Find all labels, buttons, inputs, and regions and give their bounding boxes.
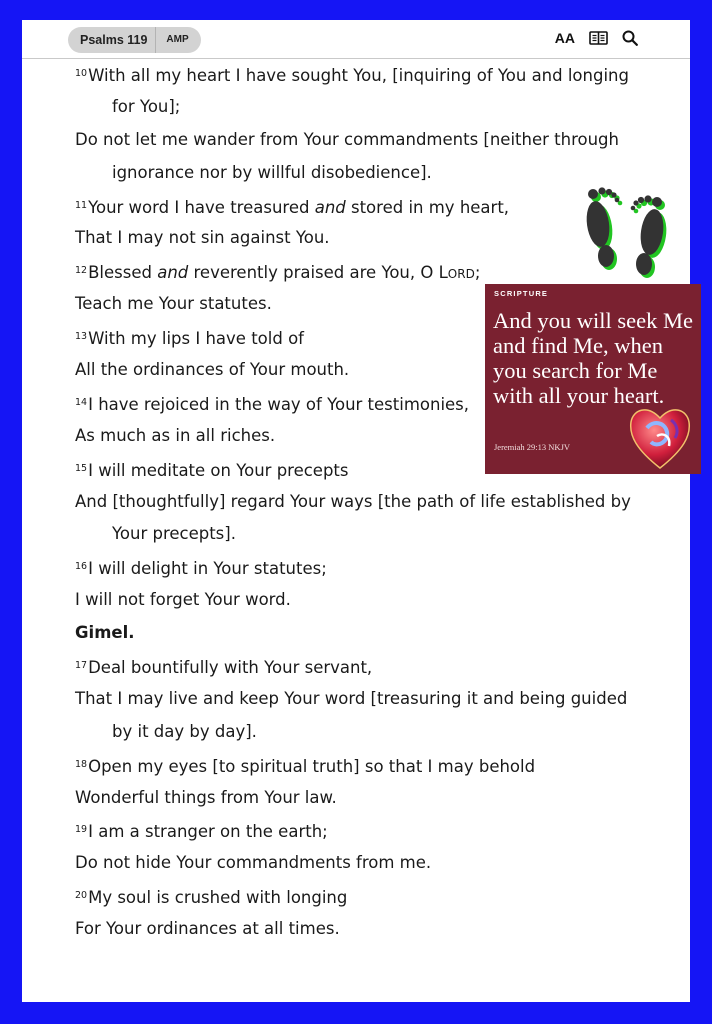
verse-line-text: Wonderful things from Your law.: [75, 787, 337, 807]
verse-line-text: All the ordinances of Your mouth.: [75, 360, 350, 380]
passage-selector[interactable]: [68, 27, 201, 53]
verse-line-text: Do not hide Your commandments from me.: [75, 853, 432, 873]
verse-number: 17: [75, 660, 88, 672]
verse-line-text: Teach me Your statutes.: [75, 294, 272, 314]
verse-line[interactable]: [75, 814, 635, 847]
verse-line[interactable]: [75, 124, 635, 157]
verse-number: 19: [75, 824, 88, 836]
book-chapter-button[interactable]: Psalms 119: [80, 33, 148, 47]
reader-page: [22, 20, 693, 1002]
verse-line[interactable]: [75, 880, 635, 913]
card-quote: And you will seek Me and find Me, when you search for Me with all your heart.: [493, 308, 693, 408]
verse-line[interactable]: [75, 584, 635, 617]
verse-line[interactable]: [75, 58, 635, 91]
verse-line-text: That I may live and keep Your word [treasuring it and being guided: [75, 688, 628, 708]
verse-line[interactable]: [75, 683, 635, 716]
verse-line[interactable]: [75, 847, 635, 880]
verse-text: [75, 58, 635, 946]
verse-number: 10: [75, 68, 88, 79]
verse-line-text: That I may not sin against You.: [75, 228, 330, 248]
verse-line-text: Your precepts].: [112, 524, 236, 544]
verse-line-text: With all my heart I have sought You, [inquiring of You and longing: [88, 66, 629, 85]
card-label: SCRIPTURE: [494, 289, 549, 298]
verse-line[interactable]: [75, 650, 635, 683]
verse-line-text: And [thoughtfully] regard Your ways [the path of life established by: [75, 491, 631, 511]
verse-line-text: I will delight in Your statutes;: [88, 559, 327, 579]
verse-line[interactable]: [75, 913, 635, 946]
verse-line[interactable]: [75, 716, 635, 749]
verse-line[interactable]: [75, 551, 635, 584]
verse-line-text: Blessed and reverently praised are You, O LORD;: [88, 263, 481, 283]
verse-number: 14: [75, 396, 88, 408]
verse-line[interactable]: [75, 486, 635, 519]
verse-line[interactable]: [75, 782, 635, 815]
section-heading[interactable]: [75, 617, 635, 650]
verse-line-text: I will meditate on Your precepts: [88, 460, 349, 480]
verse-line-text: Do not let me wander from Your commandments [neither through: [75, 129, 619, 149]
font-settings-button[interactable]: AA: [554, 30, 575, 46]
verse-line-text: Your word I have treasured and stored in my heart,: [88, 197, 510, 217]
top-toolbar: [22, 20, 690, 59]
verse-line-text: ignorance nor by willful disobedience].: [112, 162, 432, 182]
verse-number: 11: [75, 199, 88, 211]
verse-line-text: For Your ordinances at all times.: [75, 919, 340, 939]
verse-line-text: I am a stranger on the earth;: [88, 822, 328, 842]
verse-line[interactable]: [75, 157, 635, 190]
book-open-icon[interactable]: [589, 31, 608, 45]
verse-number: 15: [75, 462, 88, 474]
verse-number: 16: [75, 561, 88, 573]
verse-line-text: for You];: [112, 96, 181, 116]
verse-line-text: by it day by day].: [112, 721, 257, 741]
card-reference: Jeremiah 29:13 NKJV: [494, 442, 571, 452]
verse-line[interactable]: [75, 190, 635, 223]
verse-number: 12: [75, 265, 88, 277]
verse-line[interactable]: [75, 222, 635, 255]
search-icon[interactable]: [622, 30, 638, 46]
verse-line-text: My soul is crushed with longing: [88, 888, 348, 908]
verse-line-text: Gimel.: [75, 623, 135, 643]
scripture-card: [485, 284, 701, 474]
toolbar-actions: [555, 30, 638, 46]
verse-line[interactable]: [75, 518, 635, 551]
verse-number: 20: [75, 890, 88, 902]
verse-number: 13: [75, 331, 88, 343]
verse-line-text: Open my eyes [to spiritual truth] so that I may behold: [88, 756, 536, 776]
verse-line[interactable]: [75, 749, 635, 782]
verse-line-text: I have rejoiced in the way of Your testimonies,: [88, 394, 470, 414]
verse-line-text: Deal bountifully with Your servant,: [88, 658, 373, 678]
heart-icon: [627, 402, 693, 472]
verse-number: 18: [75, 758, 88, 770]
verse-line-text: As much as in all riches.: [75, 425, 276, 445]
version-button[interactable]: AMP: [166, 34, 189, 45]
verse-line-text: I will not forget Your word.: [75, 590, 291, 610]
verse-line-text: With my lips I have told of: [88, 329, 304, 349]
verse-line[interactable]: [75, 91, 635, 124]
footprints-icon: [578, 176, 678, 280]
